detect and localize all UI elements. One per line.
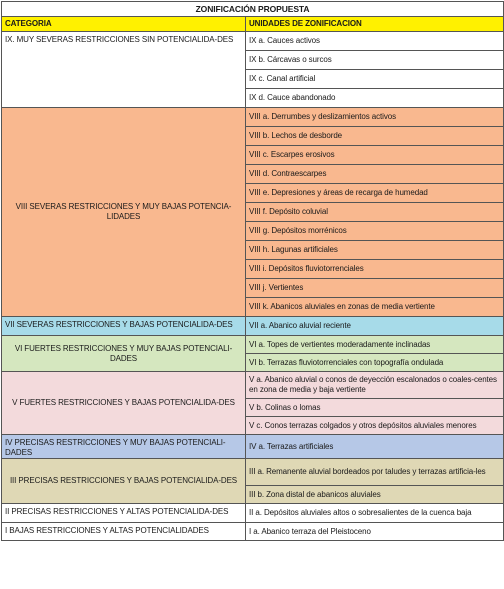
table-row [2,108,504,127]
header-row [2,17,504,32]
title-row [2,2,504,17]
table-row [2,317,504,336]
table-title: ZONIFICACIÓN PROPUESTA [2,2,504,17]
category-cell: VI FUERTES RESTRICCIONES Y MUY BAJAS POTENCIALI-DADES [2,336,246,372]
category-cell: IX. MUY SEVERAS RESTRICCIONES SIN POTENCIALIDA-DES [2,32,246,108]
unit-cell: III a. Remanente aluvial bordeados por taludes y terrazas artificia-les [246,459,504,486]
unit-cell: VIII d. Contraescarpes [246,165,504,184]
unit-cell: IV a. Terrazas artificiales [246,435,504,459]
unit-cell: IX a. Cauces activos [246,32,504,51]
unit-cell: VII a. Abanico aluvial reciente [246,317,504,336]
unit-cell: VIII e. Depresiones y áreas de recarga de humedad [246,184,504,203]
unit-cell: VIII g. Depósitos morrénicos [246,222,504,241]
table-row [2,435,504,459]
table-row [2,372,504,399]
category-cell: VII SEVERAS RESTRICCIONES Y BAJAS POTENCIALIDA-DES [2,317,246,336]
category-cell: I BAJAS RESTRICCIONES Y ALTAS POTENCIALIDADES [2,523,246,541]
unit-cell: VIII b. Lechos de desborde [246,127,504,146]
category-header: CATEGORIA [2,17,246,32]
unit-cell: II a. Depósitos aluviales altos o sobresalientes de la cuenca baja [246,504,504,523]
unit-cell: VIII i. Depósitos fluviotorrenciales [246,260,504,279]
unit-cell: IX d. Cauce abandonado [246,89,504,108]
unit-cell: V b. Colinas o lomas [246,399,504,417]
table-row [2,459,504,486]
unit-cell: VIII j. Vertientes [246,279,504,298]
table-row [2,523,504,541]
unit-cell: I a. Abanico terraza del Pleistoceno [246,523,504,541]
unit-cell: IX c. Canal artificial [246,70,504,89]
unit-cell: VIII c. Escarpes erosivos [246,146,504,165]
unit-cell: IX b. Cárcavas o surcos [246,51,504,70]
unit-cell: VIII a. Derrumbes y deslizamientos activos [246,108,504,127]
zonification-table [1,1,504,541]
unit-cell: V c. Conos terrazas colgados y otros depósitos aluviales menores [246,417,504,435]
category-cell: IV PRECISAS RESTRICCIONES Y MUY BAJAS POTENCIALI-DADES [2,435,246,459]
category-cell: VIII SEVERAS RESTRICCIONES Y MUY BAJAS POTENCIA-LIDADES [2,108,246,317]
table-row [2,504,504,523]
category-cell: V FUERTES RESTRICCIONES Y BAJAS POTENCIALIDA-DES [2,372,246,435]
table-row [2,336,504,354]
unit-cell: VIII h. Lagunas artificiales [246,241,504,260]
category-cell: III PRECISAS RESTRICCIONES Y BAJAS POTENCIALIDA-DES [2,459,246,504]
unit-cell: V a. Abanico aluvial o conos de deyección escalonados o coales-centes en zona de media y baja vertiente [246,372,504,399]
category-cell: II PRECISAS RESTRICCIONES Y ALTAS POTENCIALIDA-DES [2,504,246,523]
unit-cell: VI a. Topes de vertientes moderadamente inclinadas [246,336,504,354]
unit-cell: VI b. Terrazas fluviotorrenciales con topografía ondulada [246,354,504,372]
table-row [2,32,504,51]
unit-cell: III b. Zona distal de abanicos aluviales [246,486,504,504]
unit-cell: VIII f. Depósito coluvial [246,203,504,222]
units-header: UNIDADES DE ZONIFICACION [246,17,504,32]
unit-cell: VIII k. Abanicos aluviales en zonas de media vertiente [246,298,504,317]
